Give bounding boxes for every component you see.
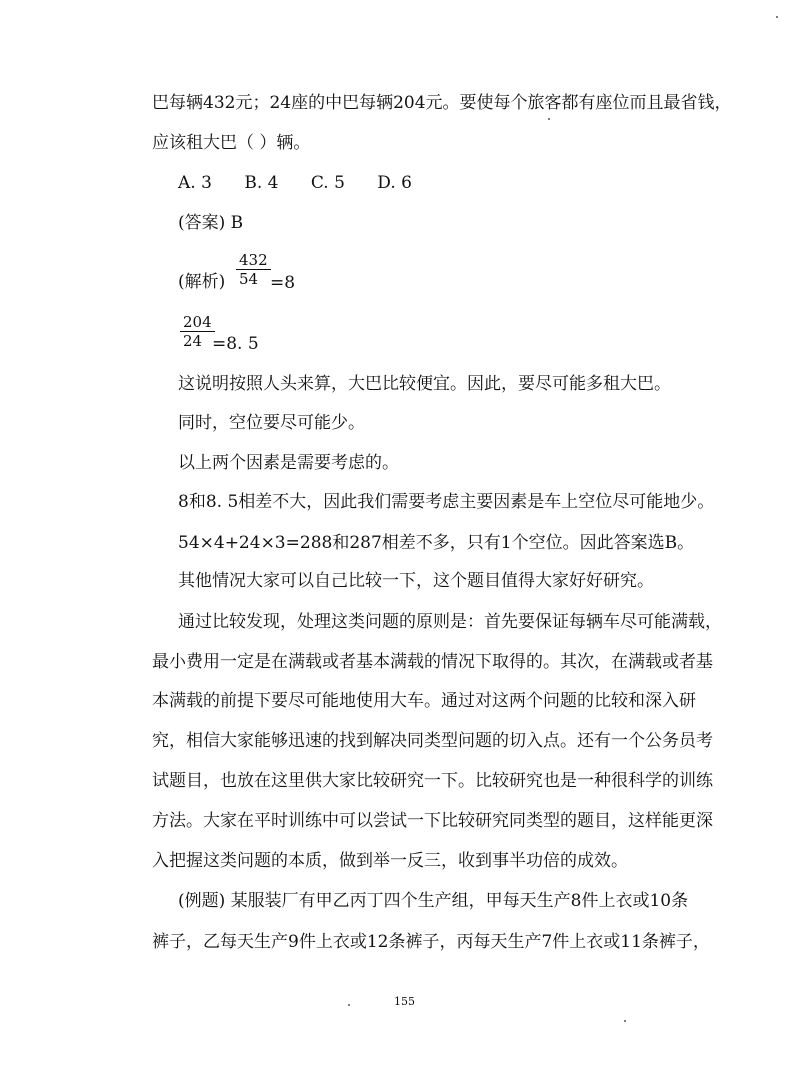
fraction-result: =8 <box>270 273 296 293</box>
analysis-label: (解析) <box>178 272 226 292</box>
scan-speck <box>624 1020 626 1022</box>
fraction-204-24 <box>180 313 215 350</box>
text-line-6: 8和8. 5相差不大，因此我们需要考虑主要因素是车上空位尽可能地少。 <box>178 492 715 512</box>
text-line-7: 54×4+24×3=288和287相差不多，只有1个空位。因此答案选B。 <box>178 533 695 553</box>
text-line-5: 以上两个因素是需要考虑的。 <box>178 453 399 473</box>
text-line-3: 这说明按照人头来算，大巴比较便宜。因此，要尽可能多租大巴。 <box>178 374 671 394</box>
answer-line: (答案) B <box>178 213 244 233</box>
paragraph-line-4: 究，相信大家能够迅速的找到解决同类型问题的切入点。还有一个公务员考 <box>152 731 713 751</box>
fraction-result: =8. 5 <box>212 334 259 354</box>
fraction-numerator: 432 <box>236 251 271 270</box>
fraction-denominator: 54 <box>239 270 259 288</box>
page-number: 155 <box>394 995 415 1008</box>
paragraph-line-7: 入把握这类问题的本质，做到举一反三，收到事半功倍的成效。 <box>152 851 628 871</box>
paragraph-line-1: 通过比较发现，处理这类问题的原则是：首先要保证每辆车尽可能满载， <box>178 612 722 632</box>
scan-speck <box>776 16 778 18</box>
paragraph-line-6: 方法。大家在平时训练中可以尝试一下比较研究同类型的题目，这样能更深 <box>152 811 713 831</box>
text-line-8: 其他情况大家可以自己比较一下，这个题目值得大家好好研究。 <box>178 571 654 591</box>
paragraph-line-2: 最小费用一定是在满载或者基本满载的情况下取得的。其次，在满载或者基 <box>152 652 713 672</box>
scan-speck <box>548 118 550 120</box>
text-line-4: 同时，空位要尽可能少。 <box>178 413 365 433</box>
example-line-1: (例题) 某服装厂有甲乙丙丁四个生产组，甲每天生产8件上衣或10条 <box>178 891 689 911</box>
example-line-2: 裤子，乙每天生产9件上衣或12条裤子，丙每天生产7件上衣或11条裤子， <box>152 932 710 952</box>
fraction-432-54 <box>236 251 271 288</box>
paragraph-line-5: 试题目，也放在这里供大家比较研究一下。比较研究也是一种很科学的训练 <box>152 771 713 791</box>
text-line-1: 巴每辆432元；24座的中巴每辆204元。要使每个旅客都有座位而且最省钱， <box>152 93 732 113</box>
answer-options: A. 3 B. 4 C. 5 D. 6 <box>178 173 412 193</box>
text-line-2: 应该租大巴（ ）辆。 <box>152 133 311 153</box>
fraction-numerator: 204 <box>180 313 215 332</box>
paragraph-line-3: 本满载的前提下要尽可能地使用大车。通过对这两个问题的比较和深入研 <box>152 691 696 711</box>
scan-speck <box>348 1004 350 1006</box>
fraction-denominator: 24 <box>183 332 203 350</box>
